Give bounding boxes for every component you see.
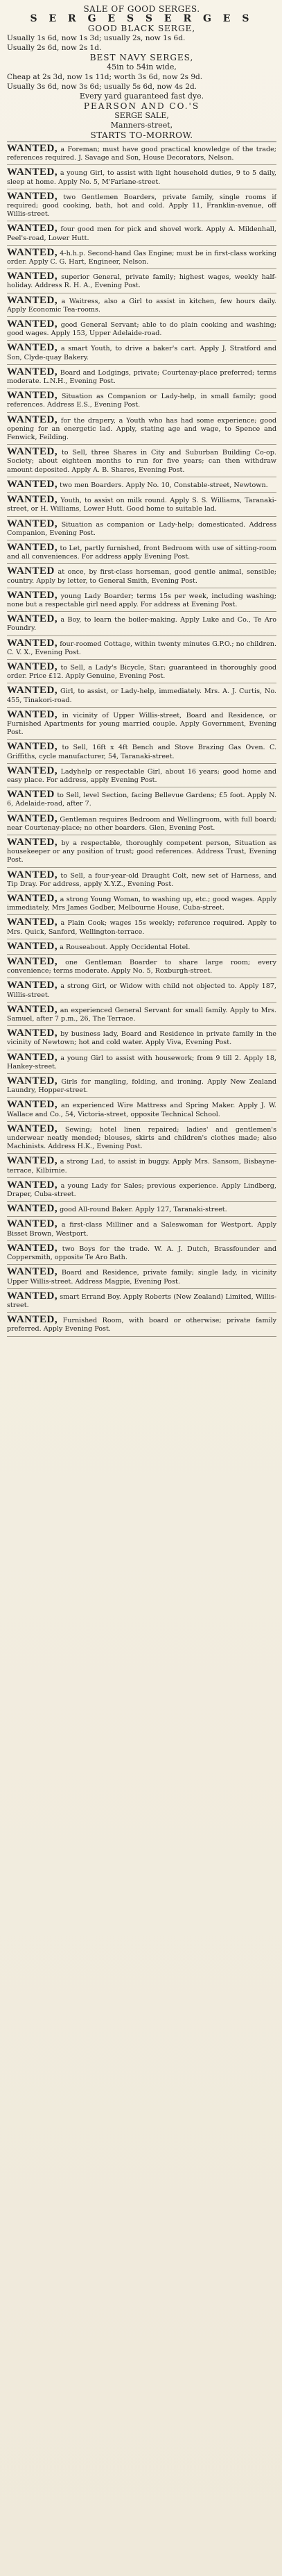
classified-ad [7,838,276,868]
sale-price-line: Usually 1s 6d, now 1s 3d; usually 2s, now 1s 6d. [7,34,186,42]
classified-ad [7,192,276,222]
ad-heading: WANTED, [7,296,58,306]
ad-heading: WANTED, [7,615,58,625]
ad-heading: WANTED, [7,981,58,991]
classified-ad [7,1292,276,1313]
sale-title: SALE OF GOOD SERGES. [83,4,200,14]
sale-price-line: Usually 3s 6d, now 3s 6d; usually 5s 6d, now 4s 2d. [7,83,197,91]
ad-heading: WANTED, [7,519,58,529]
ad-heading: WANTED, [7,320,58,330]
classified-ad [7,495,276,516]
sale-navy-serges: BEST NAVY SERGES, [89,53,194,62]
ad-body: to Sell, three Shares in City and Suburban Building Co-op. Society; about eighteen months to run for five years; can then withdraw amount deposited. Apply A. B. Shares, Evening Post. [7,449,276,474]
ad-heading: WANTED, [7,1157,58,1167]
classified-ad [7,1244,276,1265]
ad-body: a strong Young Woman, to washing up, etc.; good wages. Apply immediately, Mrs James Godber, Melbourne House, Cuba-street. [7,896,276,912]
classified-ad [7,1077,276,1098]
sale-width-line: 45in to 54in wide, [107,62,177,71]
ad-body: in vicinity of Upper Willis-street, Board and Residence, or Furnished Apartments for young married couple. Apply Government, Evening Post. [7,711,276,737]
classified-ad [7,368,276,389]
ad-body: four-roomed Cottage, within twenty minutes G.P.O.; no children. C. V. X., Evening Post. [7,640,276,656]
ad-heading: WANTED, [7,479,58,490]
ad-heading: WANTED, [7,144,58,154]
ad-heading: WANTED, [7,1100,58,1111]
ad-body: a young Girl, to assist with light household duties, 9 to 5 daily, sleep at home. Apply No. 5, M'Farlane-street. [7,169,276,186]
ad-body: Girls for mangling, folding, and ironing. Apply New Zealand Laundry, Hopper-street. [7,1078,276,1095]
ad-heading: WANTED, [7,814,58,824]
ad-body: to Sell, a four-year-old Draught Colt, new set of Harness, and Tip Dray. For address, apply X.Y.Z., Evening Post. [7,871,276,888]
classified-ad [7,957,276,978]
ad-heading: WANTED, [7,1291,58,1302]
ad-heading: WANTED, [7,686,58,697]
classified-ad [7,1005,276,1026]
classified-ad [7,1220,276,1240]
sale-serges-banner: S E R G E S S E R G E S [30,13,254,24]
classified-ad [7,871,276,892]
serge-sale-advert [7,4,276,140]
ad-body: two men Boarders. Apply No. 10, Constable-street, Newtown. [60,481,268,489]
ad-body: Furnished Room, with board or otherwise; private family preferred. Apply Evening Post. [7,1317,276,1333]
classified-ad [7,1204,276,1217]
classified-ad [7,686,276,707]
ad-heading: WANTED, [7,543,58,553]
ad-body: by a respectable, thoroughly competent person, Situation as housekeeper or any position of trust; good references. Address Trust, Evening Post. [7,839,276,864]
ad-heading: WANTED, [7,391,58,402]
ad-heading: WANTED, [7,837,58,848]
classified-ad [7,144,276,165]
ad-body: superior General, private family; highest wages, weekly half-holiday. Address R. H. A., Evening Post. [7,273,276,290]
sale-guarantee: Every yard guaranteed fast dye. [79,92,204,101]
ad-heading: WANTED, [7,224,58,234]
ad-body: Ladyhelp or respectable Girl, about 16 years; good home and easy place. For address, apply Evening Post. [7,767,276,784]
ad-body: a Foreman; must have good practical knowledge of the trade; references required. J. Savage and Son, House Decorators, Nelson. [7,146,276,162]
ad-heading: WANTED, [7,415,58,425]
ad-body: a young Lady for Sales; previous experience. Apply Lindberg, Draper, Cuba-street. [7,1182,276,1199]
ad-body: Youth, to assist on milk round. Apply S. S. Williams, Taranaki-street, or H. Williams, Lower Hutt. Good home to suitable lad. [7,497,276,513]
ad-body: smart Errand Boy. Apply Roberts (New Zealand) Limited, Willis-street. [7,1293,276,1309]
classified-ad [7,1315,276,1336]
ad-body: a smart Youth, to drive a baker's cart. Apply J. Stratford and Son, Clyde-quay Bakery. [7,345,276,361]
ad-heading: WANTED, [7,1124,58,1134]
ad-heading: WANTED [7,790,55,801]
classified-ad [7,1125,276,1154]
ad-body: Board and Residence, private family; single lady, in vicinity Upper Willis-street. Address Magpie, Evening Post. [7,1269,276,1286]
classified-ad [7,790,276,811]
ad-heading: WANTED, [7,1220,58,1230]
ad-heading: WANTED, [7,870,58,880]
ad-body: four good men for pick and shovel work. Apply A. Mildenhall, Peel's-road, Lower Hutt. [7,225,276,242]
ad-body: to Let, partly furnished, front Bedroom with use of sitting-room and all conveniences. For address apply Evening Post. [7,544,276,561]
ad-body: to Sell, a Lady's Bicycle, Star; guaranteed in thoroughly good order. Price £12. Apply Genuine, Evening Post. [7,663,276,681]
classified-ad [7,447,276,477]
ad-body: a strong Girl, or Widow with child not objected to. Apply 187, Willis-street. [7,982,276,999]
classified-ad [7,1100,276,1121]
ad-heading: WANTED, [7,894,58,904]
classified-ad [7,814,276,835]
classified-ad [7,1268,276,1288]
ad-body: for the drapery, a Youth who has had some experience; good opening for an energetic lad. Apply, stating age and wage, to Spence and Fenwick, Feilding. [7,416,276,442]
sale-shop-name: PEARSON AND CO.'S [83,101,200,111]
classified-ad [7,272,276,293]
classified-ad [7,942,276,955]
ad-heading: WANTED, [7,367,58,377]
ad-body: Girl, to assist, or Lady-help, immediately. Mrs. A. J. Curtis, No. 455, Tinakori-road. [7,688,276,704]
ad-body: a first-class Milliner and a Saleswoman for Westport. Apply Bisset Brown, Westport. [7,1221,276,1238]
ad-heading: WANTED, [7,272,58,282]
ad-heading: WANTED, [7,638,58,649]
ad-heading: WANTED, [7,957,58,968]
wanted-adverts-column [7,144,276,1337]
classified-ad [7,168,276,189]
ad-body: a Waitress, also a Girl to assist in kitchen, few hours daily. Apply Economic Tea-rooms. [7,297,276,314]
ad-heading: WANTED, [7,1005,58,1015]
ad-heading: WANTED, [7,248,58,258]
ad-body: Gentleman requires Bedroom and Wellingroom, with full board; near Courtenay-place; no other boarders. Glen, Evening Post. [7,815,276,832]
classified-ad [7,591,276,612]
ad-heading: WANTED, [7,742,58,753]
ad-body: a Boy, to learn the boiler-making. Apply Luke and Co., Te Aro Foundry. [7,616,276,633]
classified-ad [7,894,276,915]
ad-body: good General Servant; able to do plain cooking and washing; good wages. Apply 153, Upper Adelaide-road. [7,321,276,338]
ad-body: by business lady, Board and Residence in private family in the vicinity of Newtown; hot and cold water. Apply Viva, Evening Post. [7,1030,276,1047]
ad-heading: WANTED, [7,447,58,458]
classified-ad [7,391,276,412]
ad-body: an experienced Wire Mattress and Spring Maker. Apply J. W. Wallace and Co., 54, Victoria-street, opposite Technical School. [7,1102,276,1118]
sale-black-serge: GOOD BLACK SERGE, [87,24,196,33]
classified-ad [7,742,276,763]
ad-heading: WANTED, [7,590,58,601]
ad-heading: WANTED, [7,1180,58,1191]
ad-heading: WANTED, [7,1243,58,1254]
classified-ad [7,639,276,660]
ad-heading: WANTED, [7,1029,58,1039]
ad-body: to Sell, 16ft x 4ft Bench and Stove Brazing Gas Oven. C. Griffiths, cycle manufacturer, 54, Taranaki-street. [7,744,276,760]
ad-heading: WANTED, [7,1204,58,1215]
ad-body: to Sell, level Section, facing Bellevue Gardens; £5 foot. Apply N. 6, Adelaide-road, after 7. [7,792,276,808]
classified-ad [7,663,276,683]
classified-ad [7,343,276,364]
ad-body: a Plain Cook; wages 15s weekly; reference required. Apply to Mrs. Quick, Sanford, Wellington-terrace. [7,919,276,936]
classified-ad [7,1053,276,1074]
ad-body: young Lady Boarder; terms 15s per week, including washing; none but a respectable girl need apply. For address at Evening Post. [7,592,276,608]
ad-body: a Rouseabout. Apply Occidental Hotel. [60,943,191,951]
classified-ad [7,1157,276,1177]
classified-ad [7,710,276,740]
ad-body: Sewing; hotel linen repaired; ladies' and gentlemen's underwear neatly mended; blouses, skirts and children's clothes made; also Machinists. Address H.K., Evening Post. [7,1125,276,1151]
classified-ad [7,520,276,540]
classified-ad [7,615,276,636]
ad-heading: WANTED, [7,710,58,720]
sale-street: Manners-street, [110,121,173,130]
ad-body: at once, by first-class horseman, good gentle animal, sensible; country. Apply by letter, to General Smith, Evening Post. [7,568,276,585]
sale-price-line: Cheap at 2s 3d, now 1s 11d; worth 3s 6d, now 2s 9d. [7,73,203,81]
classified-ad [7,1181,276,1202]
ad-body: two Boys for the trade. W. A. J. Dutch, Brassfounder and Coppersmith, opposite Te Aro Bath. [7,1245,276,1262]
ad-heading: WANTED, [7,1268,58,1278]
classified-ad [7,918,276,939]
ad-body: a young Girl to assist with housework; from 9 till 2. Apply 18, Hankey-street. [7,1054,276,1071]
ad-body: an experienced General Servant for small family. Apply to Mrs. Samuel, after 7 p.m., 26, The Terrace. [7,1006,276,1023]
ad-body: Situation as Companion or Lady-help, in small family; good references. Address E.S., Evening Post. [7,393,276,409]
classified-ad [7,981,276,1002]
ad-heading: WANTED, [7,1077,58,1087]
ad-body: a strong Lad, to assist in buggy. Apply Mrs. Sansom, Bisbayne-terrace, Kilbirnie. [7,1158,276,1175]
classified-ad [7,767,276,787]
ad-heading: WANTED, [7,766,58,776]
classified-ad [7,543,276,564]
sale-price-line: Usually 2s 6d, now 2s 1d. [7,44,102,52]
ad-heading: WANTED, [7,941,58,952]
classified-ad [7,296,276,317]
classified-ad [7,224,276,245]
ad-heading: WANTED, [7,662,58,672]
classified-ad [7,248,276,269]
ad-heading: WANTED, [7,1052,58,1063]
sale-starts: STARTS TO-MORROW. [90,130,193,140]
ad-heading: WANTED, [7,343,58,354]
ad-heading: WANTED, [7,918,58,928]
ad-heading: WANTED, [7,168,58,178]
ad-heading: WANTED, [7,191,58,202]
ad-heading: WANTED [7,567,55,577]
ad-body: Board and Lodgings, private; Courtenay-place preferred; terms moderate. L.N.H., Evening Post. [7,368,276,386]
ad-body: two Gentlemen Boarders, private family, single rooms if required; good cooking, bath, hot and cold. Apply 11, Franklin-avenue, off Willis-street. [7,193,276,219]
ad-heading: WANTED, [7,495,58,506]
ad-body: Situation as companion or Lady-help; domesticated. Address Companion, Evening Post. [7,520,276,537]
classified-ad [7,1029,276,1050]
classified-ad [7,567,276,588]
classified-ad [7,480,276,493]
ad-heading: WANTED, [7,1315,58,1326]
classified-ad [7,320,276,341]
ad-body: 4-h.h.p. Second-hand Gas Engine; must be in first-class working order. Apply C. G. Hart, Engineer, Nelson. [7,249,276,266]
ad-body: good All-round Baker. Apply 127, Taranaki-street. [60,1206,227,1214]
classified-ad [7,416,276,445]
sale-subtitle: SERGE SALE, [114,111,169,120]
ad-body: one Gentleman Boarder to share large room; every convenience; terms moderate. Apply No. 5, Roxburgh-street. [7,959,276,975]
